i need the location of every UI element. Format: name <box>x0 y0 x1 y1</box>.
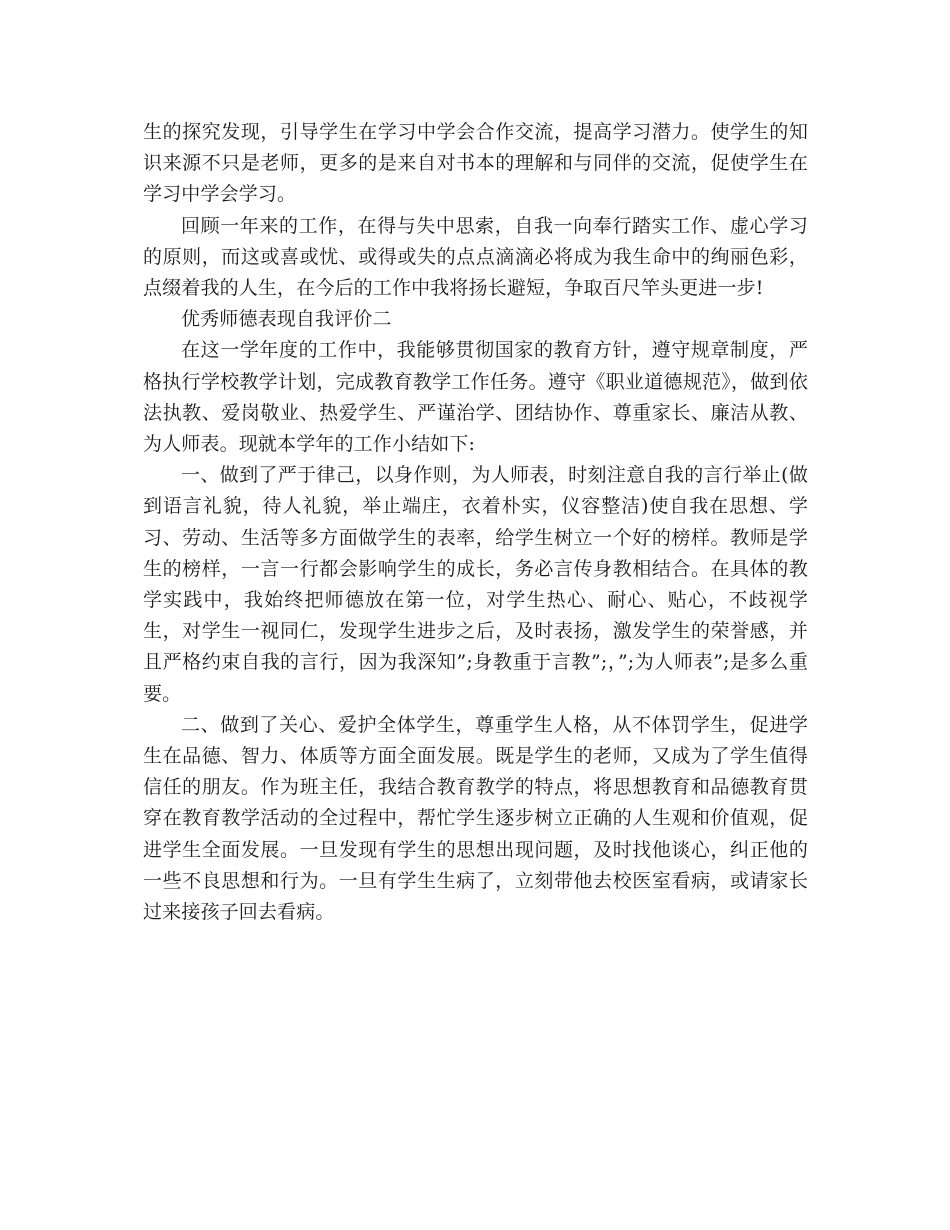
paragraph-continuation: 生的探究发现，引导学生在学习中学会合作交流，提高学习潜力。使学生的知识来源不只是老师，更多的是来自对书本的理解和与同伴的交流，促使学生在学习中学会学习。 <box>143 121 808 206</box>
paragraph-point-one: 一、做到了严于律己，以身作则，为人师表，时刻注意自我的言行举止(做到语言礼貌，待人礼貌，举止端庄，衣着朴实，仪容整洁)使自我在思想、学习、劳动、生活等多方面做学生的表率，给学生树立一个好的榜样。教师是学生的榜样，一言一行都会影响学生的成长，务必言传身教相结合。在具体的教学实践中，我始终把师德放在第一位，对学生热心、耐心、贴心，不歧视学生，对学生一视同仁，发现学生进步之后，及时表扬，激发学生的荣誉感，并且严格约束自我的言行，因为我深知”;身教重于言教”;，”;为人师表”;是多么重要。 <box>143 464 808 705</box>
paragraph-intro: 在这一学年度的工作中，我能够贯彻国家的教育方针，遵守规章制度，严格执行学校教学计划，完成教育教学工作任务。遵守《职业道德规范》，做到依法执教、爱岗敬业、热爱学生、严谨治学、团结协作、尊重家长、廉洁从教、为人师表。现就本学年的工作小结如下: <box>143 339 808 456</box>
document-body <box>143 117 808 928</box>
paragraph-point-two: 二、做到了关心、爱护全体学生，尊重学生人格，从不体罚学生，促进学生在品德、智力、体质等方面全面发展。既是学生的老师，又成为了学生值得信任的朋友。作为班主任，我结合教育教学的特点，将思想教育和品德教育贯穿在教育教学活动的全过程中，帮忙学生逐步树立正确的人生观和价值观，促进学生全面发展。一旦发现有学生的思想出现问题，及时找他谈心，纠正他的一些不良思想和行为。一旦有学生生病了，立刻带他去校医室看病，或请家长过来接孩子回去看病。 <box>143 713 808 924</box>
paragraph-review: 回顾一年来的工作，在得与失中思索，自我一向奉行踏实工作、虚心学习的原则，而这或喜或忧、或得或失的点点滴滴必将成为我生命中的绚丽色彩，点缀着我的人生，在今后的工作中我将扬长避短，争取百尺竿头更进一步! <box>143 214 808 300</box>
section-heading: 优秀师德表现自我评价二 <box>181 308 392 331</box>
